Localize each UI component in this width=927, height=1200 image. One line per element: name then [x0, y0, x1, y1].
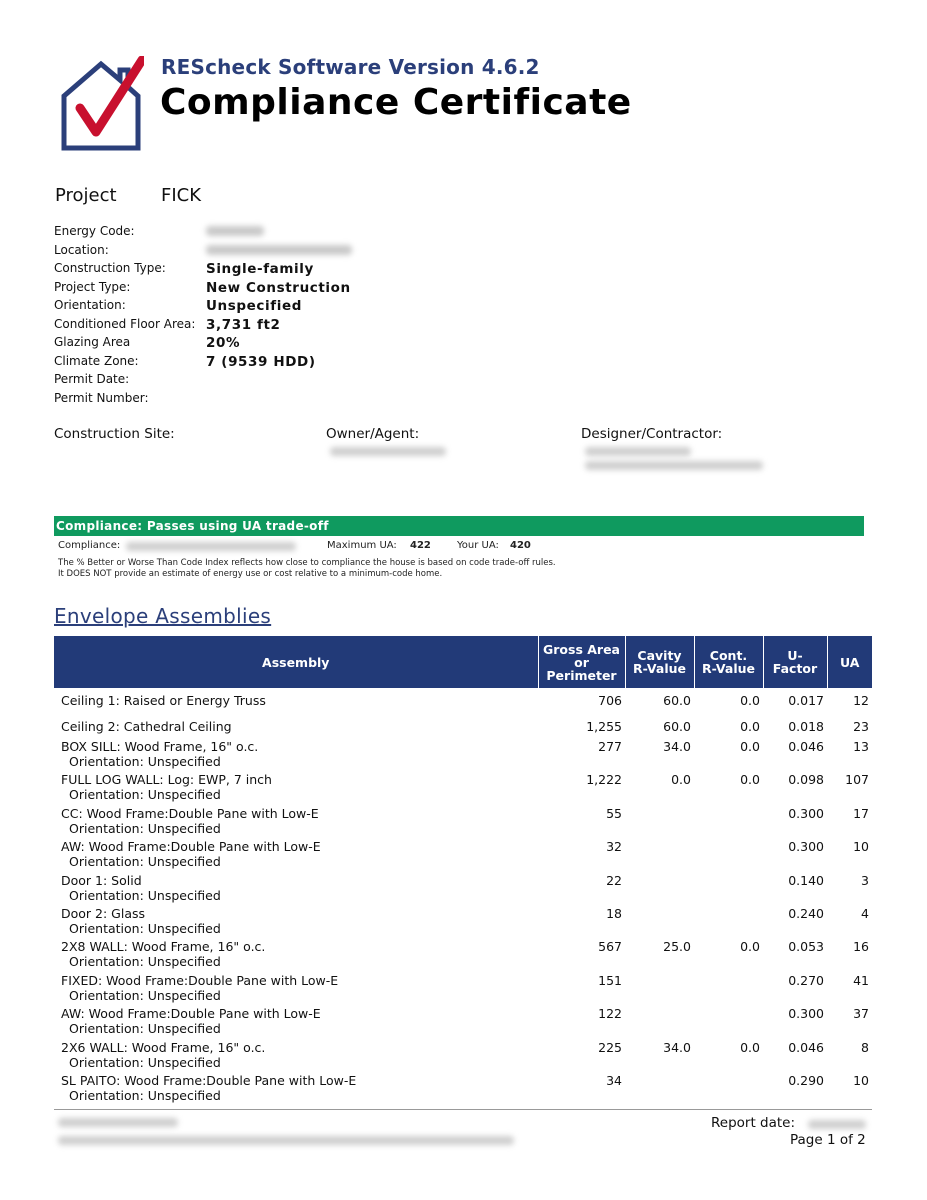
header-assembly: Assembly	[54, 636, 538, 688]
table-row	[54, 906, 872, 939]
table-row	[54, 839, 872, 872]
your-ua-value: 420	[510, 540, 531, 551]
cavity-r-cell	[625, 839, 694, 872]
gross-area-cell: 1,255	[586, 719, 622, 734]
ua-cell: 10	[853, 1072, 869, 1088]
ua-cell: 107	[845, 772, 869, 788]
table-row	[54, 806, 872, 839]
table-row	[54, 772, 872, 805]
info-value: Single-family	[206, 261, 314, 277]
compliance-label: Compliance:	[58, 540, 121, 551]
assembly-cell	[54, 939, 538, 972]
info-value: 20%	[206, 335, 241, 351]
assembly-orientation: Orientation: Unspecified	[69, 1087, 221, 1103]
header-cont-r	[694, 636, 763, 688]
u-factor-cell: 0.300	[788, 805, 824, 821]
assembly-name: AW: Wood Frame:Double Pane with Low-E	[61, 1006, 321, 1022]
assembly-cell	[54, 806, 538, 839]
assembly-orientation: Orientation: Unspecified	[69, 754, 221, 769]
ua-cell: 37	[853, 1006, 869, 1022]
gross-area-cell: 1,222	[586, 772, 622, 788]
u-factor-cell: 0.098	[788, 772, 824, 788]
cavity-r-cell	[625, 1006, 694, 1039]
cont-r-cell: 0.0	[740, 719, 760, 734]
ua-cell: 41	[853, 972, 869, 988]
u-factor-cell: 0.053	[788, 939, 824, 955]
u-factor-cell: 0.300	[788, 1006, 824, 1022]
assembly-cell	[54, 1040, 538, 1073]
cavity-r-cell: 34.0	[663, 739, 691, 754]
gross-area-cell: 32	[606, 839, 622, 855]
info-label: Climate Zone:	[54, 353, 139, 368]
u-factor-cell: 0.240	[788, 905, 824, 921]
cavity-r-cell	[625, 906, 694, 939]
construction-site-label: Construction Site:	[54, 426, 175, 442]
page-number: Page 1 of 2	[790, 1132, 866, 1148]
compliance-note-1: The % Better or Worse Than Code Index reflects how close to compliance the house is based on code trade-off rules.	[58, 558, 556, 568]
assembly-cell	[54, 839, 538, 872]
assembly-name: SL PAITO: Wood Frame:Double Pane with Low-E	[61, 1072, 357, 1088]
info-label: Location:	[54, 242, 109, 257]
table-row	[54, 873, 872, 906]
assembly-orientation: Orientation: Unspecified	[69, 820, 221, 836]
cont-r-cell	[694, 839, 763, 872]
header-ua: UA	[827, 636, 872, 688]
redacted-designer-line1	[585, 447, 691, 456]
u-factor-cell: 0.270	[788, 972, 824, 988]
table-row	[54, 716, 872, 739]
table-row	[54, 973, 872, 1006]
gross-area-cell: 122	[598, 1006, 622, 1022]
cont-r-cell	[694, 806, 763, 839]
cont-r-cell	[694, 906, 763, 939]
assembly-cell	[54, 739, 538, 772]
project-name: FICK	[161, 185, 202, 206]
assembly-name: 2X6 WALL: Wood Frame, 16" o.c.	[61, 1039, 266, 1055]
assembly-cell	[54, 1006, 538, 1039]
gross-area-cell: 706	[598, 693, 622, 708]
assembly-cell	[54, 716, 538, 739]
cavity-r-cell	[625, 873, 694, 906]
cont-r-cell	[694, 1006, 763, 1039]
cont-r-cell: 0.0	[740, 693, 760, 708]
u-factor-cell: 0.290	[788, 1072, 824, 1088]
header-line: Gross Area	[543, 641, 620, 657]
assembly-orientation: Orientation: Unspecified	[69, 1054, 221, 1070]
assembly-name: Ceiling 1: Raised or Energy Truss	[61, 693, 266, 708]
cavity-r-cell: 60.0	[663, 719, 691, 734]
cavity-r-cell	[625, 973, 694, 1006]
gross-area-cell: 55	[606, 805, 622, 821]
assembly-orientation: Orientation: Unspecified	[69, 887, 221, 903]
u-factor-cell: 0.140	[788, 872, 824, 888]
cont-r-cell	[694, 1073, 763, 1106]
assembly-name: Door 2: Glass	[61, 905, 146, 921]
assembly-orientation: Orientation: Unspecified	[69, 987, 221, 1003]
header-line: R-Value	[702, 661, 755, 676]
page-title: Compliance Certificate	[160, 82, 632, 123]
cont-r-cell	[694, 973, 763, 1006]
owner-agent-label: Owner/Agent:	[326, 426, 420, 442]
table-row	[54, 688, 872, 716]
info-value: New Construction	[206, 279, 351, 296]
redacted-footer-line2	[58, 1136, 514, 1145]
assembly-cell	[54, 772, 538, 805]
gross-area-cell: 18	[606, 905, 622, 921]
info-value: 3,731 ft2	[206, 316, 281, 333]
assembly-name: BOX SILL: Wood Frame, 16" o.c.	[61, 739, 259, 754]
ua-cell: 4	[861, 905, 869, 921]
header-line: R-Value	[633, 661, 686, 676]
assembly-cell	[54, 973, 538, 1006]
info-label: Energy Code:	[54, 224, 135, 238]
info-label: Glazing Area	[54, 335, 131, 349]
table-row	[54, 1073, 872, 1106]
compliance-note-2: It DOES NOT provide an estimate of energy use or cost relative to a minimum-code home.	[58, 569, 443, 579]
assembly-cell	[54, 1073, 538, 1106]
header-line: Perimeter	[546, 667, 617, 683]
ua-cell: 12	[853, 693, 869, 708]
cavity-r-cell	[625, 1073, 694, 1106]
gross-area-cell: 22	[606, 872, 622, 888]
header-line: Cavity	[637, 648, 682, 663]
cavity-r-cell: 25.0	[663, 939, 691, 955]
cavity-r-cell: 34.0	[663, 1039, 691, 1055]
info-value: Unspecified	[206, 298, 302, 314]
table-row	[54, 1006, 872, 1039]
info-label: Orientation:	[54, 298, 126, 312]
cont-r-cell: 0.0	[740, 739, 760, 754]
info-label: Permit Date:	[54, 372, 130, 386]
your-ua-label: Your UA:	[457, 540, 499, 551]
compliance-status-banner: Compliance: Passes using UA trade-off	[54, 516, 864, 536]
cont-r-cell: 0.0	[740, 939, 760, 955]
redacted-value	[206, 226, 264, 236]
assembly-orientation: Orientation: Unspecified	[69, 854, 221, 870]
cont-r-cell: 0.0	[740, 772, 760, 788]
redacted-designer-line2	[585, 461, 763, 470]
info-label: Permit Number:	[54, 390, 149, 405]
ua-cell: 13	[853, 739, 869, 754]
redacted-owner	[330, 447, 446, 456]
ua-cell: 3	[861, 872, 869, 888]
header-cavity-r	[625, 636, 694, 688]
table-row	[54, 739, 872, 772]
assembly-orientation: Orientation: Unspecified	[69, 1021, 221, 1037]
designer-contractor-label: Designer/Contractor:	[581, 426, 723, 442]
footer-divider	[54, 1109, 872, 1110]
assembly-name: FULL LOG WALL: Log: EWP, 7 inch	[61, 772, 272, 788]
software-version: REScheck Software Version 4.6.2	[161, 55, 540, 79]
cavity-r-cell: 0.0	[671, 772, 691, 788]
u-factor-cell: 0.300	[788, 839, 824, 855]
u-factor-cell: 0.046	[788, 1039, 824, 1055]
ua-cell: 23	[853, 719, 869, 734]
assembly-name: Ceiling 2: Cathedral Ceiling	[61, 719, 232, 734]
assembly-orientation: Orientation: Unspecified	[69, 787, 221, 803]
u-factor-cell: 0.046	[788, 739, 824, 754]
house-checkmark-icon	[58, 56, 144, 152]
max-ua-label: Maximum UA:	[327, 540, 397, 551]
assembly-name: FIXED: Wood Frame:Double Pane with Low-E	[61, 972, 339, 988]
report-date-label: Report date:	[711, 1115, 796, 1131]
table-row	[54, 1040, 872, 1073]
info-label: Conditioned Floor Area:	[54, 316, 196, 331]
redacted-compliance-value	[126, 542, 296, 551]
ua-cell: 17	[853, 805, 869, 821]
redacted-report-date	[808, 1120, 866, 1129]
header-gross-area	[538, 636, 625, 688]
ua-cell: 10	[853, 839, 869, 855]
assembly-name: CC: Wood Frame:Double Pane with Low-E	[61, 805, 319, 821]
envelope-assemblies-title: Envelope Assemblies	[54, 604, 272, 628]
assembly-cell	[54, 873, 538, 906]
header-u-factor: U-Factor	[763, 636, 827, 688]
redacted-value	[206, 245, 352, 255]
envelope-table	[54, 636, 872, 1106]
gross-area-cell: 567	[598, 939, 622, 955]
cavity-r-cell	[625, 806, 694, 839]
cont-r-cell	[694, 873, 763, 906]
assembly-orientation: Orientation: Unspecified	[69, 920, 221, 936]
header-line: or	[574, 654, 589, 670]
max-ua-value: 422	[410, 540, 431, 551]
table-row	[54, 939, 872, 972]
assembly-cell	[54, 906, 538, 939]
info-label: Project Type:	[54, 279, 131, 294]
ua-cell: 16	[853, 939, 869, 955]
gross-area-cell: 225	[598, 1039, 622, 1055]
assembly-cell	[54, 688, 538, 716]
info-value: 7 (9539 HDD)	[206, 353, 316, 370]
assembly-orientation: Orientation: Unspecified	[69, 954, 221, 970]
redacted-footer-line1	[58, 1118, 178, 1127]
project-label: Project	[55, 185, 117, 206]
cont-r-cell: 0.0	[740, 1039, 760, 1055]
header-line: Cont.	[709, 648, 748, 663]
info-label: Construction Type:	[54, 261, 166, 275]
assembly-name: Door 1: Solid	[61, 872, 142, 888]
assembly-name: 2X8 WALL: Wood Frame, 16" o.c.	[61, 939, 266, 955]
cavity-r-cell: 60.0	[663, 693, 691, 708]
u-factor-cell: 0.018	[788, 719, 824, 734]
u-factor-cell: 0.017	[788, 693, 824, 708]
assembly-name: AW: Wood Frame:Double Pane with Low-E	[61, 839, 321, 855]
gross-area-cell: 34	[606, 1072, 622, 1088]
gross-area-cell: 277	[598, 739, 622, 754]
table-header-row	[54, 636, 872, 688]
gross-area-cell: 151	[598, 972, 622, 988]
ua-cell: 8	[861, 1039, 869, 1055]
